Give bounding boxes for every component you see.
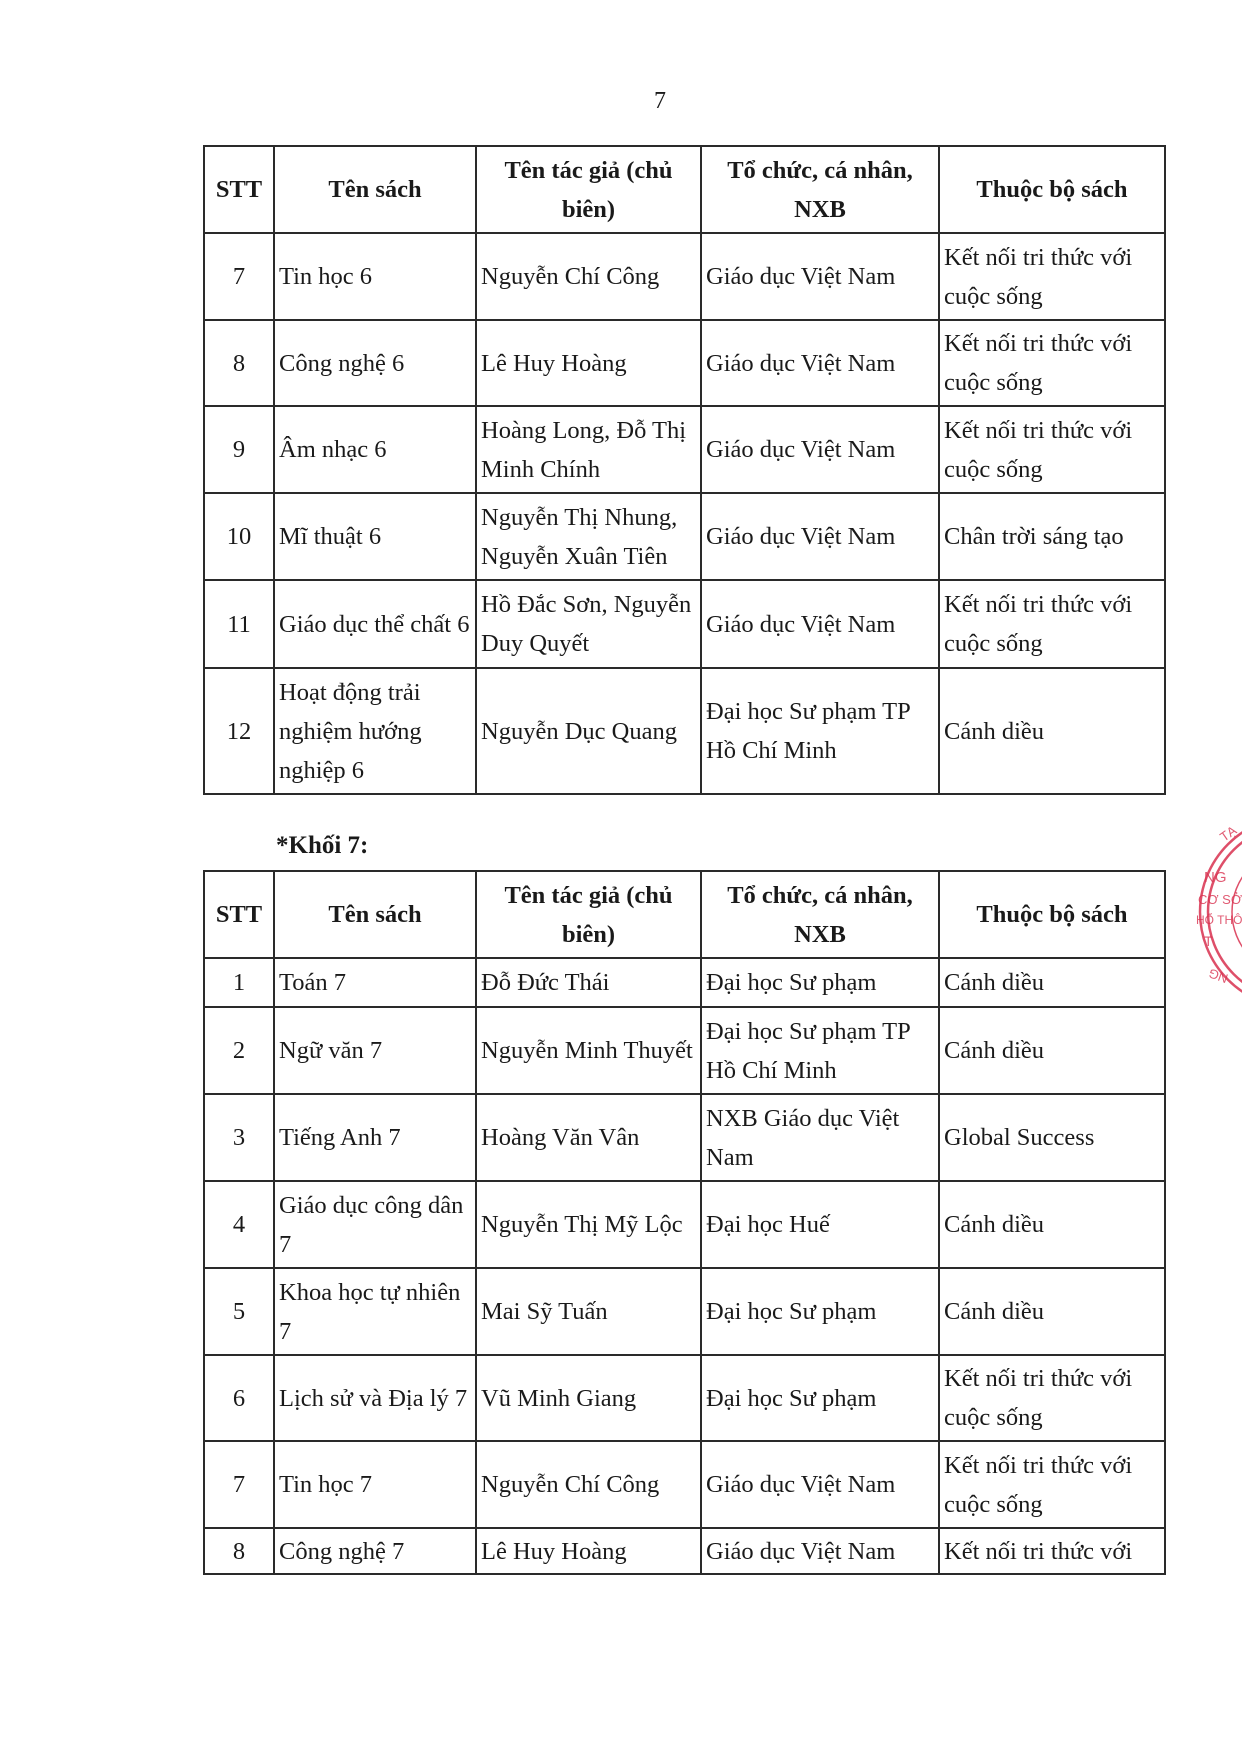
svg-text:T: T <box>1204 933 1213 949</box>
stamp-seal-icon <box>1196 812 1242 1012</box>
grade7-table <box>203 870 1166 1575</box>
cell-stt: 10 <box>204 493 274 580</box>
cell-organization: Giáo dục Việt Nam <box>701 580 939 668</box>
cell-stt: 7 <box>204 1441 274 1528</box>
section-title-grade7: *Khối 7: <box>276 832 369 859</box>
table-row <box>204 1528 1165 1574</box>
cell-organization: NXB Giáo dục Việt Nam <box>701 1094 939 1181</box>
cell-organization: Đại học Sư phạm <box>701 958 939 1007</box>
cell-book-name: Công nghệ 6 <box>274 320 476 406</box>
table-row <box>204 1441 1165 1528</box>
cell-author: Mai Sỹ Tuấn <box>476 1268 701 1355</box>
cell-stt: 5 <box>204 1268 274 1355</box>
cell-author: Đỗ Đức Thái <box>476 958 701 1007</box>
cell-stt: 3 <box>204 1094 274 1181</box>
cell-author: Hoàng Long, Đỗ Thị Minh Chính <box>476 406 701 493</box>
cell-book-name: Tin học 7 <box>274 1441 476 1528</box>
cell-book-name: Ngữ văn 7 <box>274 1007 476 1094</box>
cell-book-name: Tin học 6 <box>274 233 476 320</box>
cell-stt: 12 <box>204 668 274 794</box>
cell-stt: 7 <box>204 233 274 320</box>
header-book-name: Tên sách <box>274 871 476 958</box>
page-number: 7 <box>654 88 666 114</box>
cell-author: Lê Huy Hoàng <box>476 1528 701 1574</box>
cell-book-name: Giáo dục thể chất 6 <box>274 580 476 668</box>
cell-author: Nguyễn Dục Quang <box>476 668 701 794</box>
cell-series: Cánh diều <box>939 1007 1165 1094</box>
cell-organization: Đại học Sư phạm TP Hồ Chí Minh <box>701 1007 939 1094</box>
header-series: Thuộc bộ sách <box>939 146 1165 233</box>
cell-author: Hồ Đắc Sơn, Nguyễn Duy Quyết <box>476 580 701 668</box>
cell-organization: Giáo dục Việt Nam <box>701 493 939 580</box>
header-stt: STT <box>204 146 274 233</box>
cell-organization: Giáo dục Việt Nam <box>701 1441 939 1528</box>
table-row <box>204 1007 1165 1094</box>
cell-stt: 8 <box>204 1528 274 1574</box>
cell-organization: Giáo dục Việt Nam <box>701 233 939 320</box>
table-row <box>204 233 1165 320</box>
svg-text:CƠ SỞ: CƠ SỞ <box>1198 892 1242 907</box>
header-organization: Tổ chức, cá nhân, NXB <box>701 146 939 233</box>
grade6-table <box>203 145 1166 795</box>
svg-text:HỔ THÔ: HỔ THÔ <box>1196 913 1242 927</box>
cell-series: Kết nối tri thức với cuộc sống <box>939 233 1165 320</box>
table-header-row <box>204 146 1165 233</box>
table-row <box>204 1181 1165 1268</box>
cell-stt: 6 <box>204 1355 274 1441</box>
cell-author: Lê Huy Hoàng <box>476 320 701 406</box>
cell-stt: 2 <box>204 1007 274 1094</box>
table-row <box>204 668 1165 794</box>
cell-author: Nguyễn Chí Công <box>476 1441 701 1528</box>
table-row <box>204 1268 1165 1355</box>
cell-book-name: Công nghệ 7 <box>274 1528 476 1574</box>
grade6-body <box>204 233 1165 794</box>
cell-series: Kết nối tri thức với cuộc sống <box>939 320 1165 406</box>
cell-series: Global Success <box>939 1094 1165 1181</box>
header-author: Tên tác giả (chủ biên) <box>476 146 701 233</box>
cell-organization: Đại học Sư phạm <box>701 1355 939 1441</box>
cell-series: Kết nối tri thức với cuộc sống <box>939 406 1165 493</box>
table-row <box>204 406 1165 493</box>
header-stt: STT <box>204 871 274 958</box>
grade7-body <box>204 958 1165 1574</box>
cell-series: Cánh diều <box>939 668 1165 794</box>
cell-organization: Giáo dục Việt Nam <box>701 1528 939 1574</box>
cell-series: Cánh diều <box>939 958 1165 1007</box>
cell-organization: Đại học Huế <box>701 1181 939 1268</box>
header-author: Tên tác giả (chủ biên) <box>476 871 701 958</box>
cell-series: Chân trời sáng tạo <box>939 493 1165 580</box>
cell-stt: 9 <box>204 406 274 493</box>
official-stamp <box>1196 812 1242 1012</box>
header-book-name: Tên sách <box>274 146 476 233</box>
cell-book-name: Hoạt động trải nghiệm hướng nghiệp 6 <box>274 668 476 794</box>
cell-organization: Giáo dục Việt Nam <box>701 406 939 493</box>
svg-text:TẠ: TẠ <box>1217 822 1240 845</box>
cell-author: Nguyễn Thị Mỹ Lộc <box>476 1181 701 1268</box>
table-header-row <box>204 871 1165 958</box>
cell-book-name: Tiếng Anh 7 <box>274 1094 476 1181</box>
cell-book-name: Giáo dục công dân 7 <box>274 1181 476 1268</box>
table-row <box>204 320 1165 406</box>
svg-text:NG: NG <box>1206 965 1230 987</box>
svg-text:NG: NG <box>1204 869 1227 886</box>
cell-author: Nguyễn Chí Công <box>476 233 701 320</box>
table-row <box>204 580 1165 668</box>
cell-organization: Đại học Sư phạm <box>701 1268 939 1355</box>
cell-stt: 11 <box>204 580 274 668</box>
cell-book-name: Lịch sử và Địa lý 7 <box>274 1355 476 1441</box>
cell-series: Kết nối tri thức với cuộc sống <box>939 1355 1165 1441</box>
table-row <box>204 1355 1165 1441</box>
cell-stt: 1 <box>204 958 274 1007</box>
cell-series: Cánh diều <box>939 1268 1165 1355</box>
table-row <box>204 493 1165 580</box>
table-row <box>204 958 1165 1007</box>
header-organization: Tổ chức, cá nhân, NXB <box>701 871 939 958</box>
cell-book-name: Toán 7 <box>274 958 476 1007</box>
cell-stt: 4 <box>204 1181 274 1268</box>
cell-series: Kết nối tri thức với <box>939 1528 1165 1574</box>
cell-series: Kết nối tri thức với cuộc sống <box>939 580 1165 668</box>
cell-book-name: Âm nhạc 6 <box>274 406 476 493</box>
cell-author: Nguyễn Minh Thuyết <box>476 1007 701 1094</box>
cell-book-name: Mĩ thuật 6 <box>274 493 476 580</box>
cell-series: Kết nối tri thức với cuộc sống <box>939 1441 1165 1528</box>
cell-author: Nguyễn Thị Nhung, Nguyễn Xuân Tiên <box>476 493 701 580</box>
cell-series: Cánh diều <box>939 1181 1165 1268</box>
header-series: Thuộc bộ sách <box>939 871 1165 958</box>
table-row <box>204 1094 1165 1181</box>
cell-organization: Đại học Sư phạm TP Hồ Chí Minh <box>701 668 939 794</box>
cell-author: Hoàng Văn Vân <box>476 1094 701 1181</box>
cell-author: Vũ Minh Giang <box>476 1355 701 1441</box>
cell-stt: 8 <box>204 320 274 406</box>
cell-book-name: Khoa học tự nhiên 7 <box>274 1268 476 1355</box>
cell-organization: Giáo dục Việt Nam <box>701 320 939 406</box>
